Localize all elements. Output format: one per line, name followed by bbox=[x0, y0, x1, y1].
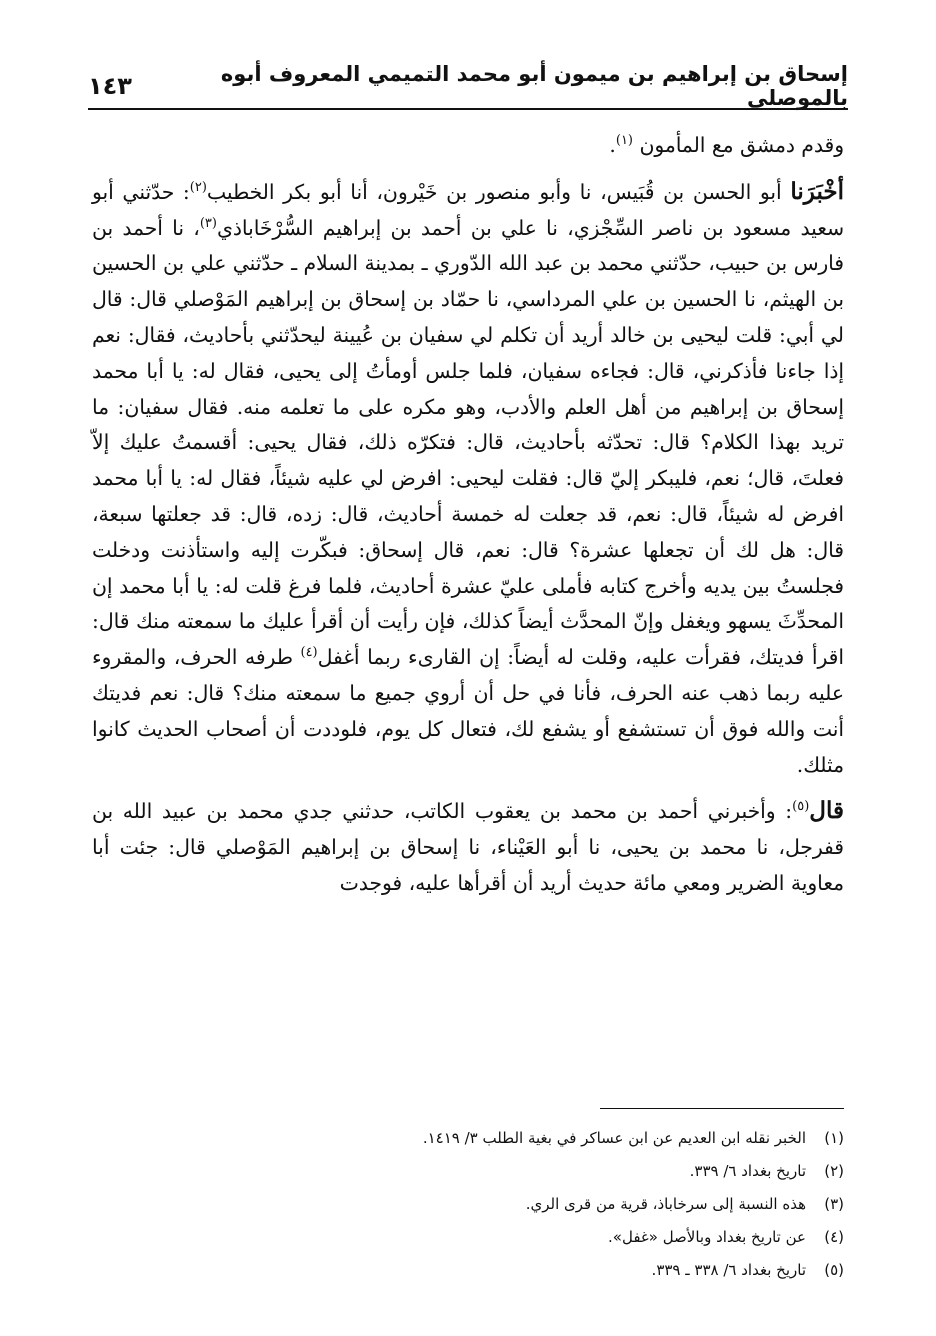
isnad-keyword-akhbarana: أخْبَرَنا bbox=[790, 177, 844, 205]
footnote-text: عن تاريخ بغداد وبالأصل «غفل». bbox=[608, 1228, 806, 1246]
footnote bbox=[300, 1254, 844, 1287]
paragraph-2-part-1: أبو الحسن بن قُبَيس، نا وأبو منصور بن خَيْرون، أنا أبو بكر الخطيب bbox=[206, 179, 791, 204]
footnotes bbox=[300, 1122, 844, 1287]
paragraph-1-text: وقدم دمشق مع المأمون bbox=[639, 133, 844, 157]
paragraph-2-part-4: طرفه الحرف، والمقروء عليه ربما ذهب عنه الحرف، فأنا في حل أن أروي جميع ما سمعته منك؟ قال: نعم فديتك أنت والله فوق أن تستشفع أو يشفع لك، فتعال كل يوم، فلوددت أن أصحاب الحديث كانوا مثلك. bbox=[92, 645, 844, 777]
header-rule bbox=[88, 108, 848, 110]
paragraph-3-part-1: : وأخبرني أحمد بن محمد بن يعقوب الكاتب، حدثني جدي محمد بن عبيد الله بن قفرجل، نا محمد بن يحيى، نا أبو العَيْناء، نا إسحاق بن إبراهيم المَوْصلي قال: جئت أبا معاوية الضرير ومعي مائة حديث أريد أن أقرأها عليه، فوجدت bbox=[92, 799, 844, 895]
footnote bbox=[300, 1221, 844, 1254]
footnote-rule bbox=[600, 1108, 844, 1109]
footnote-ref-3: (٣) bbox=[199, 215, 217, 231]
footnote-ref-1: (١) bbox=[615, 133, 633, 149]
footnote-ref-4: (٤) bbox=[300, 645, 318, 661]
footnote-ref-5: (٥) bbox=[792, 799, 810, 815]
main-text bbox=[92, 128, 844, 1076]
page-header bbox=[88, 62, 848, 110]
isnad-keyword-qala: قال bbox=[809, 797, 844, 825]
footnote-number: (١) bbox=[824, 1129, 844, 1147]
footnote-number: (٣) bbox=[824, 1195, 844, 1213]
footnote-text: الخبر نقله ابن العديم عن ابن عساكر في بغية الطلب ٣/ ١٤١٩. bbox=[422, 1129, 806, 1147]
footnote bbox=[300, 1188, 844, 1221]
footnote-text: تاريخ بغداد ٦/ ٣٣٩. bbox=[689, 1162, 806, 1180]
footnote-number: (٢) bbox=[824, 1162, 844, 1180]
footnote-text: تاريخ بغداد ٦/ ٣٣٨ ـ ٣٣٩. bbox=[651, 1261, 806, 1279]
paragraph-3 bbox=[92, 793, 844, 901]
paragraph-2-part-3: ، نا أحمد بن فارس بن حبيب، حدّثني محمد بن عبد الله الدّوري ـ بمدينة السلام ـ حدّثني علي بن الحسين بن الهيثم، نا الحسين بن علي المرداسي، نا حمّاد بن إسحاق بن إبراهيم المَوْصلي قال: قال لي أبي: قلت ليحيى بن خالد أريد أن تكلم لي سفيان بن عُيينة ليحدّثني بأحاديث، فقال: نعم إذا جاءنا فأذكرني، قال: فجاءه سفيان، فلما جلس أومأتُ إلى يحيى، فقال له: يا أبا محمد إسحاق بن إبراهيم من أهل العلم والأدب، وهو مكره على ما تعلمه منه. فقال سفيان: ما تريد بهذا الكلام؟ قال: تحدّثه بأحاديث، قال: فتكرّه ذلك، فقال يحيى: أقسمتُ عليك إلاّ فعلتَ، قال؛ نعم، فليبكر إليّ قال: فقلت ليحيى: افرض لي عليه شيئاً، فقال له: يا أبا محمد افرض له شيئاً، قال: نعم، قد جعلت له خمسة أحاديث، قال: زده، قال: قد جعلتها سبعة، قال: هل لك أن تجعلها عشرة؟ قال: نعم، قال إسحاق: فبكّرت إليه واستأذنت ودخلت فجلستُ بين يديه وأخرج كتابه فأملى عليّ عشرة أحاديث، فلما فرغ قلت له: يا أبا محمد إن المحدِّثَ يسهو ويغفل وإنّ المحدَّث أيضاً كذلك، فإن رأيت أن أقرأ عليك ما سمعته منك قال: اقرأ فديتك، فقرأت عليه، وقلت له أيضاً: إن القارىء ربما أغفل bbox=[92, 215, 844, 670]
footnote-number: (٥) bbox=[824, 1261, 844, 1279]
paragraph-1 bbox=[92, 128, 844, 164]
footnote bbox=[300, 1122, 844, 1155]
paragraph-2-part-2: : حدّثني أبو سعيد مسعود بن ناصر السِّجْزي، نا علي بن أحمد بن إبراهيم السُّرْخَاباذي bbox=[92, 179, 844, 240]
running-title: إسحاق بن إبراهيم بن ميمون أبو محمد التميمي المعروف أبوه بالموصلي bbox=[220, 62, 848, 110]
paragraph-2 bbox=[92, 174, 844, 784]
footnote-text: هذه النسبة إلى سرخاباذ، قرية من قرى الري. bbox=[525, 1195, 806, 1213]
footnote-ref-2: (٢) bbox=[189, 180, 207, 196]
footnote bbox=[300, 1155, 844, 1188]
page-number: ١٤٣ bbox=[88, 72, 132, 100]
paragraph-1-end: . bbox=[609, 133, 616, 157]
footnote-number: (٤) bbox=[824, 1228, 844, 1246]
